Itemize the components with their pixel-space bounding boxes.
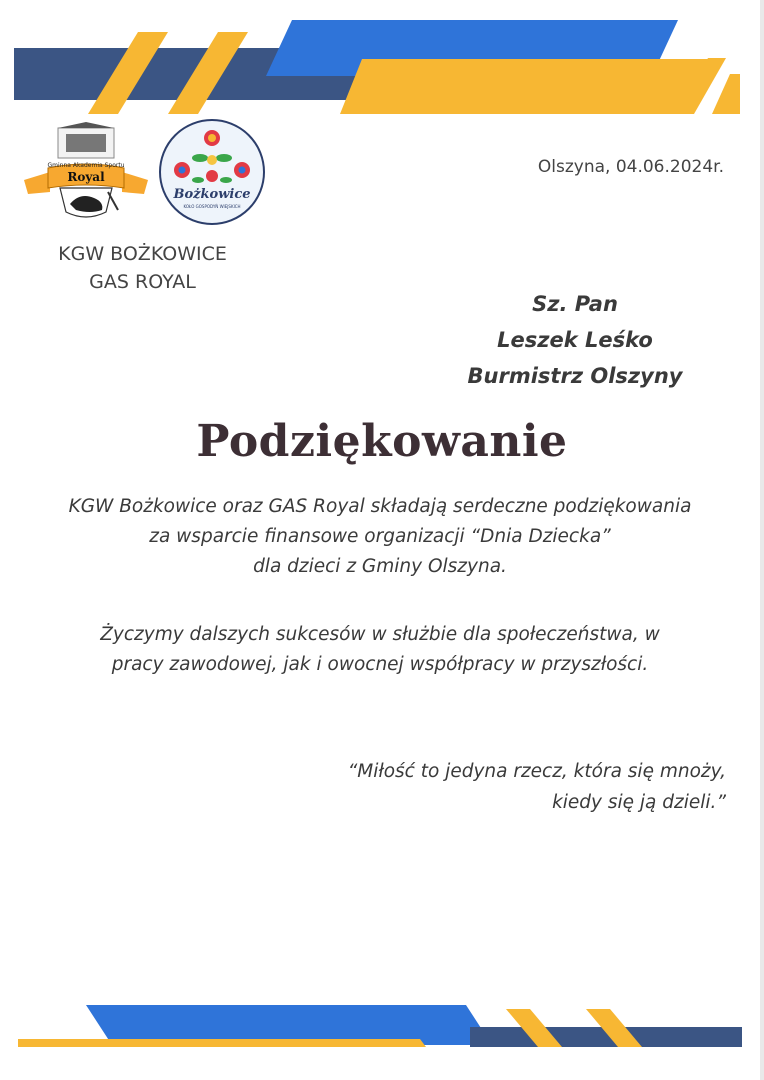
bozkowice-logo-subtitle: KOŁO GOSPODYŃ WIEJSKICH: [183, 204, 241, 209]
royal-logo-subtitle: Gminna Akademia Sportu: [47, 162, 125, 169]
recipient-name: Leszek Leśko: [497, 328, 653, 352]
top-decorative-band: [0, 14, 764, 124]
royal-academy-logo: [20, 122, 152, 222]
quote-line-2: kiedy się ją dzieli.”: [552, 792, 726, 813]
thanks-paragraph: [30, 492, 730, 582]
closing-quote: [306, 756, 726, 818]
bottom-decorative-band: [0, 995, 764, 1055]
sender-line-2: GAS ROYAL: [89, 271, 196, 293]
royal-logo-name: Royal: [67, 170, 105, 184]
top-yellow-slash-4: [712, 74, 740, 114]
scan-edge: [760, 0, 764, 1080]
wishes-line-1: Życzymy dalszych sukcesów w służbie dla społeczeństwa, w: [100, 624, 660, 645]
quote-line-1: “Miłość to jedyna rzecz, która się mnoży,: [347, 761, 726, 782]
bottom-yellow-line: [18, 1039, 426, 1047]
sender-block: [40, 240, 245, 296]
sender-line-1: KGW BOŻKOWICE: [58, 243, 227, 265]
thanks-line-2: za wsparcie finansowe organizacji “Dnia Dziecka”: [149, 526, 611, 547]
bozkowice-logo-name: Bożkowice: [173, 187, 251, 202]
bozkowice-logo: [158, 118, 266, 226]
wishes-paragraph: [30, 620, 730, 680]
thanks-line-1: KGW Bożkowice oraz GAS Royal składają serdeczne podziękowania: [68, 496, 692, 517]
recipient-salutation: Sz. Pan: [532, 292, 618, 316]
wishes-line-2: pracy zawodowej, jak i owocnej współpracy w przyszłości.: [111, 654, 649, 675]
recipient-title: Burmistrz Olszyny: [467, 364, 683, 388]
top-yellow-stripe: [340, 59, 712, 114]
thanks-line-3: dla dzieci z Gminy Olszyna.: [253, 556, 507, 577]
document-title: Podziękowanie: [196, 416, 568, 467]
recipient-block: [430, 286, 720, 394]
document-date: Olszyna, 04.06.2024r.: [537, 157, 724, 177]
